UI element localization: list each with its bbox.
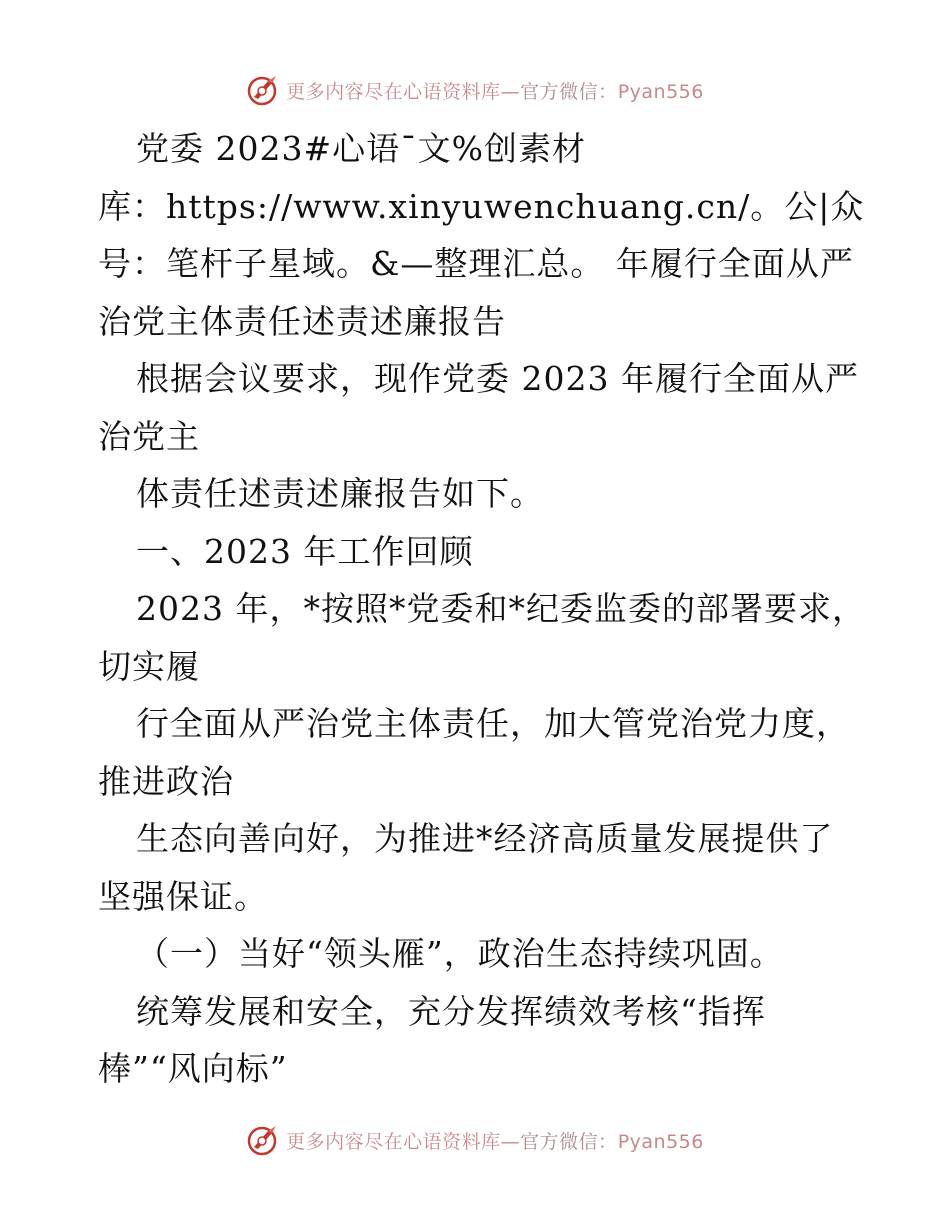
document-body (98, 120, 866, 1098)
quill-logo-icon (246, 73, 280, 107)
doc-line: 治党主体责任述责述廉报告 (98, 301, 506, 341)
doc-line: 坚强保证。 (98, 876, 268, 916)
doc-line: 库：https://www.xinyuwenchuang.cn/。公|众 (98, 186, 865, 226)
subsection-heading: （一）当好“领头雁”，政治生态持续巩固。 (136, 934, 784, 973)
watermark-banner-bottom (0, 1120, 950, 1160)
watermark-site-name: 更多内容尽在心语资料库 (286, 1130, 501, 1153)
watermark-wechat-id: Pyan556 (617, 80, 704, 103)
doc-line: 号：笔杆子星域。&—整理汇总。 年履行全面从严 (98, 244, 854, 283)
watermark-text (286, 1127, 704, 1154)
doc-line: 根据会议要求，现作党委 2023 年履行全面从严 (136, 359, 859, 398)
doc-line: 推进政治 (98, 761, 234, 801)
doc-line: 体责任述责述廉报告如下。 (136, 474, 544, 513)
doc-line: 统筹发展和安全，充分发挥绩效考核“指挥 (136, 991, 766, 1031)
watermark-wechat-label: 官方微信： (520, 1130, 618, 1153)
watermark-dash: — (500, 80, 521, 103)
doc-line: 2023 年，*按照*党委和*纪委监委的部署要求， (136, 589, 866, 628)
quill-logo-icon (246, 1123, 280, 1157)
doc-line: 切实履 (98, 646, 200, 686)
watermark-dash: — (500, 1130, 521, 1153)
watermark-site-name: 更多内容尽在心语资料库 (286, 80, 501, 103)
watermark-text (286, 77, 704, 104)
doc-line: 行全面从严治党主体责任，加大管党治党力度， (136, 704, 850, 743)
doc-line: 棒”“风向标” (98, 1049, 288, 1088)
watermark-wechat-id: Pyan556 (617, 1130, 704, 1153)
watermark-banner-top (0, 70, 950, 110)
doc-line: 生态向善向好，为推进*经济高质量发展提供了 (136, 819, 834, 858)
doc-line: 治党主 (98, 416, 200, 456)
section-heading: 一、2023 年工作回顾 (136, 531, 474, 571)
doc-line: 党委 2023#心语¯文%创素材 (136, 129, 586, 168)
watermark-wechat-label: 官方微信： (520, 80, 618, 103)
